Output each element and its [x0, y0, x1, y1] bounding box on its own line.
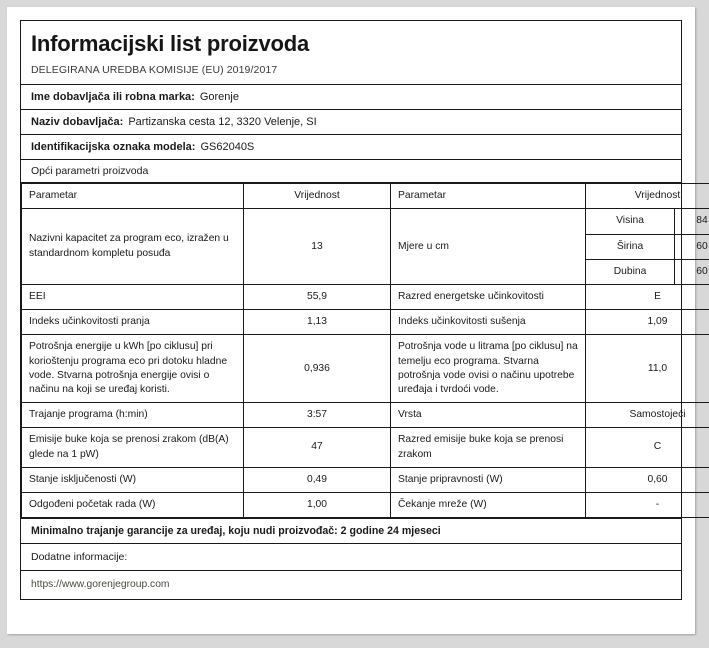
dimension-row-height: [586, 209, 709, 234]
section-title-general-parameters: Opći parametri proizvoda: [21, 160, 681, 183]
dimension-label-depth: Dubina: [586, 259, 675, 284]
supplier-address-row: [21, 110, 681, 135]
table-header-row: [22, 184, 709, 209]
supplier-address-value: Partizanska cesta 12, 3320 Velenje, SI: [128, 116, 317, 129]
table-row: [22, 428, 709, 467]
additional-info-label: Dodatne informacije:: [21, 544, 681, 571]
table-row: [22, 335, 709, 403]
row-parameter-dimensions: Mjere u cm: [391, 209, 586, 285]
row-value-noise-class: C: [586, 428, 709, 467]
row-value-energy-consumption: 0,936: [244, 335, 391, 403]
dimension-row-width: [586, 234, 709, 259]
model-identifier-row: [21, 135, 681, 160]
row-value-standby-mode: 0,60: [586, 467, 709, 492]
title-block: [21, 21, 681, 85]
supplier-brand-row: [21, 85, 681, 110]
row-value-program-duration: 3:57: [244, 403, 391, 428]
row-parameter-off-mode: Stanje isključenosti (W): [22, 467, 244, 492]
header-parameter-a: Parametar: [22, 184, 244, 209]
row-parameter-delay-start: Odgođeni početak rada (W): [22, 492, 244, 517]
dimension-label-height: Visina: [586, 209, 675, 234]
document-page: [7, 7, 708, 634]
row-parameter-type: Vrsta: [391, 403, 586, 428]
row-value-eei: 55,9: [244, 284, 391, 309]
row-parameter-energy-consumption: Potrošnja energije u kWh [po ciklusu] pri korioštenju programa eco pri dotoku hladne vode. Stvarna potrošnja energije ovisi o načinu na koji se uređaj koristi.: [22, 335, 244, 403]
row-parameter-noise-class: Razred emisije buke koja se prenosi zrakom: [391, 428, 586, 467]
row-parameter-water-consumption: Potrošnja vode u litrama [po ciklusu] na temelju eco programa. Stvarna potrošnja vode ovisi o načinu upotrebe uređaja i tvrdoći vode.: [391, 335, 586, 403]
table-row: [22, 209, 709, 285]
regulation-subtitle: DELEGIRANA UREDBA KOMISIJE (EU) 2019/2017: [31, 64, 278, 77]
row-value-delay-start: 1,00: [244, 492, 391, 517]
supplier-brand-label: Ime dobavljača ili robna marka:: [31, 91, 195, 104]
row-value-capacity: 13: [244, 209, 391, 285]
row-parameter-standby-mode: Stanje pripravnosti (W): [391, 467, 586, 492]
table-row: [22, 403, 709, 428]
row-value-networked-standby: -: [586, 492, 709, 517]
row-value-wash-index: 1,13: [244, 310, 391, 335]
row-parameter-networked-standby: Čekanje mreže (W): [391, 492, 586, 517]
dimension-value-height: 84: [675, 209, 709, 234]
header-value-b: Vrijednost: [586, 184, 709, 209]
row-parameter-energy-class: Razred energetske učinkovitosti: [391, 284, 586, 309]
row-parameter-eei: EEI: [22, 284, 244, 309]
supplier-address-label: Naziv dobavljača:: [31, 116, 124, 129]
row-parameter-wash-index: Indeks učinkovitosti pranja: [22, 310, 244, 335]
table-row: [22, 284, 709, 309]
row-value-dry-index: 1,09: [586, 310, 709, 335]
row-value-type: Samostojeći: [586, 403, 709, 428]
row-value-noise-emission: 47: [244, 428, 391, 467]
product-information-sheet: [20, 20, 708, 600]
page-title: Informacijski list proizvoda: [31, 31, 310, 56]
header-parameter-b: Parametar: [391, 184, 586, 209]
row-parameter-program-duration: Trajanje programa (h:min): [22, 403, 244, 428]
header-value-a: Vrijednost: [244, 184, 391, 209]
parameters-table: [21, 183, 709, 518]
model-identifier-value: GS62040S: [200, 141, 255, 154]
dimensions-table: [586, 209, 709, 284]
dimension-label-width: Širina: [586, 234, 675, 259]
row-value-energy-class: E: [586, 284, 709, 309]
row-parameter-capacity: Nazivni kapacitet za program eco, izražen u standardnom kompletu posuđa: [22, 209, 244, 285]
dimension-row-depth: [586, 259, 709, 284]
table-row: [22, 310, 709, 335]
dimension-value-width: 60: [675, 234, 709, 259]
row-parameter-noise-emission: Emisije buke koja se prenosi zrakom (dB(A) glede na 1 pW): [22, 428, 244, 467]
row-value-off-mode: 0,49: [244, 467, 391, 492]
model-identifier-label: Identifikacijska oznaka modela:: [31, 141, 196, 154]
row-value-dimensions: [586, 209, 709, 285]
supplier-brand-value: Gorenje: [199, 91, 239, 104]
row-parameter-dry-index: Indeks učinkovitosti sušenja: [391, 310, 586, 335]
dimension-value-depth: 60: [675, 259, 709, 284]
table-row: [22, 492, 709, 517]
warranty-statement: Minimalno trajanje garancije za uređaj, koju nudi proizvođač: 2 godine 24 mjeseci: [21, 518, 681, 544]
manufacturer-url[interactable]: https://www.gorenjegroup.com: [31, 579, 170, 591]
table-row: [22, 467, 709, 492]
row-value-water-consumption: 11,0: [586, 335, 709, 403]
